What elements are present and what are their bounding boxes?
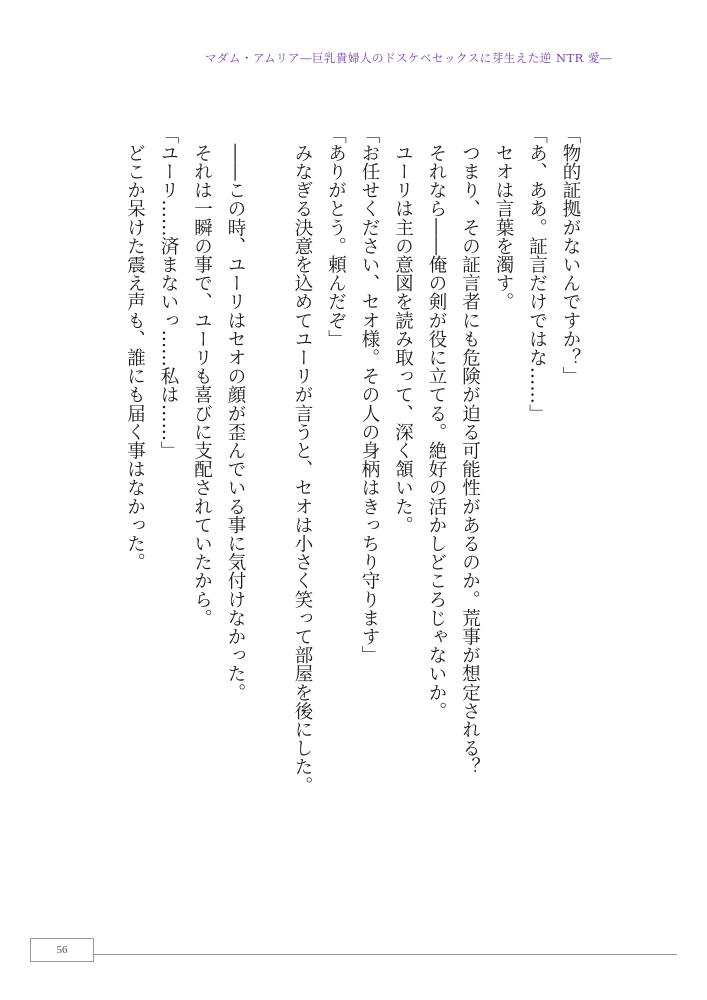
text-line: それは一瞬の事で、ユーリも喜びに支配されていたから。 [191,125,213,628]
running-header-title: マダム・アムリア―巨乳貴婦人のドスケベセックスに芽生えた逆 NTR 愛― [204,51,612,65]
text-line: みなぎる決意を込めてユーリが言うと、セオは小さく笑って部屋を後にした。 [292,125,313,795]
text-line: 「物的証拠がないんですか？」 [560,125,581,386]
text-line: ――この時、ユーリはセオの顔が歪んでいる事に気付けなかった。 [225,125,246,702]
text-line: 「お任せください、セオ様。その人の身柄はきっちり守ります」 [359,125,380,665]
text-line: 「あ、ああ。証言だけではな……」 [526,125,548,423]
text-line: それなら――俺の剣が役に立てる。絶好の活かしどころじゃないか。 [426,125,447,721]
text-line: ユーリは主の意図を読み取って、深く頷いた。 [392,125,414,535]
text-line: どこか呆けた震え声も、誰にも届く事はなかった。 [124,125,146,572]
vertical-text-body [118,125,587,845]
text-line: 「ありがとう。頼んだぞ」 [325,125,347,349]
text-line: つまり、その証言者にも危険が迫る可能性があるのか。荒事が想定される？ [459,125,481,776]
blank-line [252,125,286,845]
text-line: セオは言葉を濁す。 [493,125,514,311]
text-line: 「ユーリ……済まないっ……私は……」 [158,125,179,460]
footer-rule [30,954,677,955]
page-number: 56 [30,938,94,962]
